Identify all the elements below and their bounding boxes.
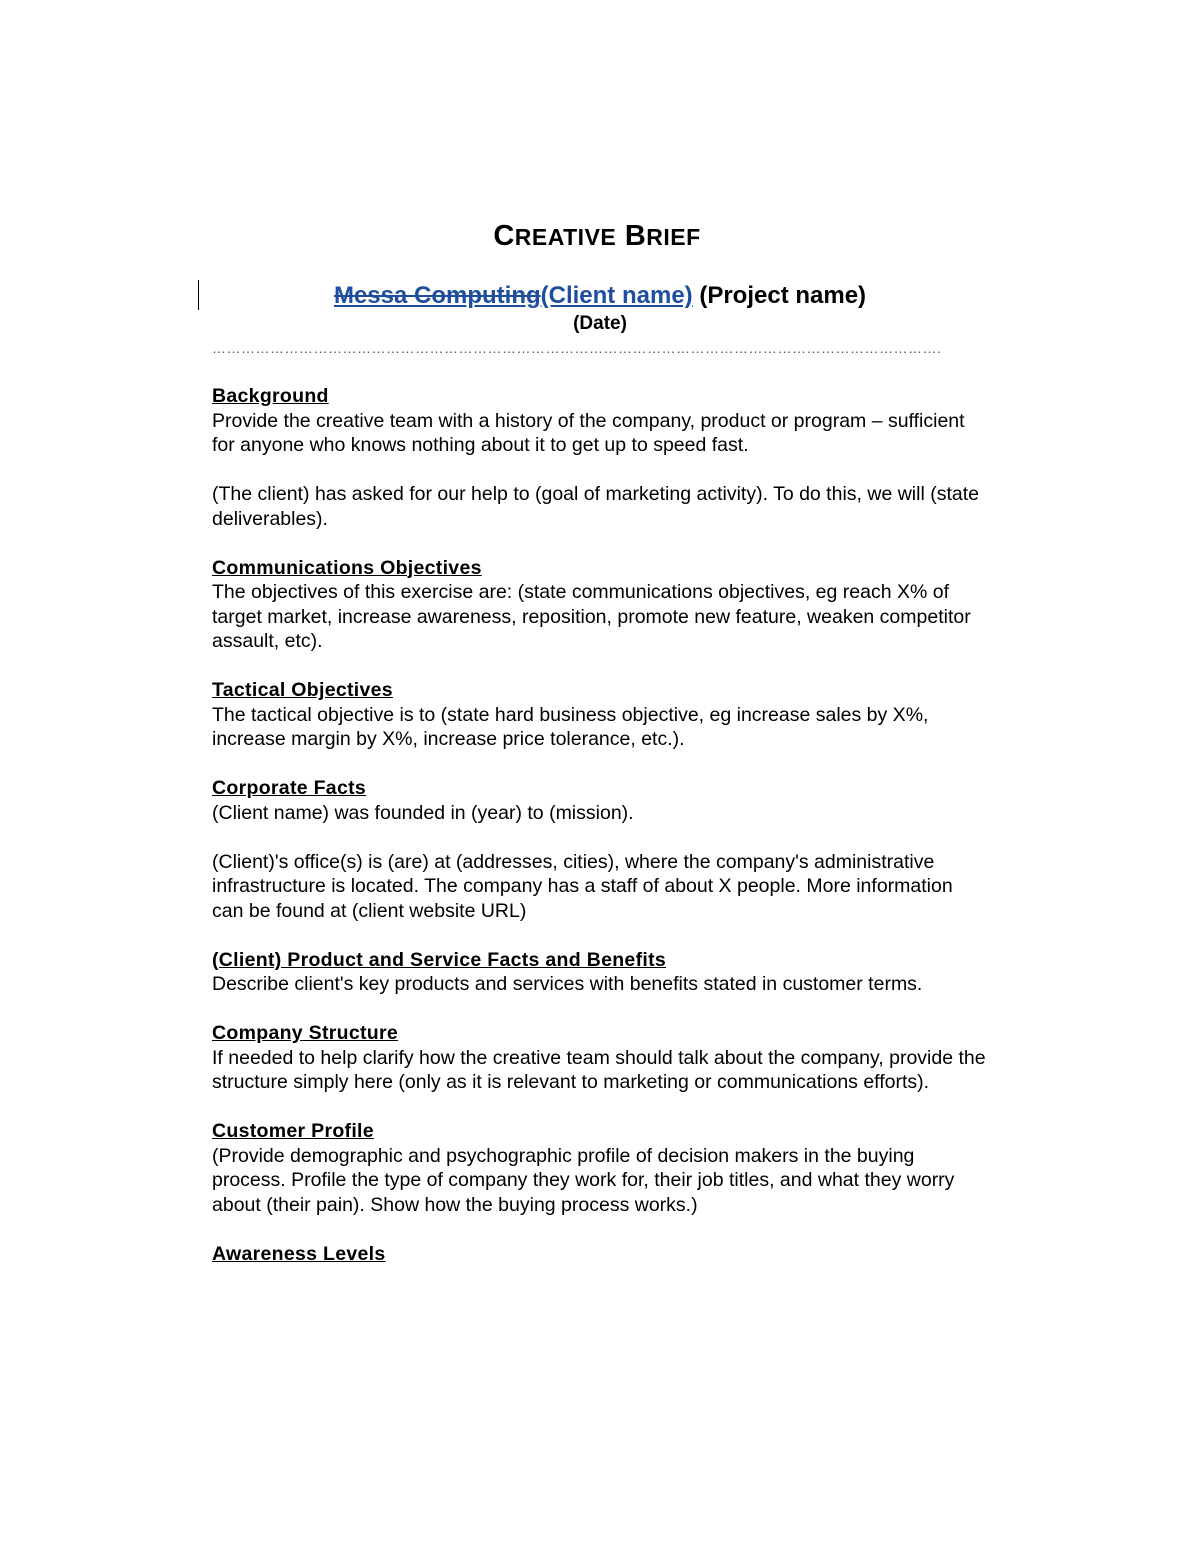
section-paragraph: Describe client's key products and services with benefits stated in customer terms.	[212, 973, 923, 995]
section-heading: Corporate Facts	[212, 777, 367, 799]
section-paragraph: (Client name) was founded in (year) to (mission).	[212, 801, 634, 824]
section-corporate-facts	[212, 776, 988, 923]
section-heading: Background	[212, 385, 329, 407]
section-customer-profile	[212, 1119, 988, 1217]
section-client-product-and-service-facts-and-benefits	[212, 948, 988, 997]
title-rest-1: REATIVE	[514, 224, 617, 250]
section-paragraph: (The client) has asked for our help to (goal of marketing activity). To do this, we will (state deliverables).	[212, 483, 979, 530]
section-paragraph: If needed to help clarify how the creative team should talk about the company, provide the structure simply here (only as it is relevant to marketing or communications efforts).	[212, 1046, 986, 1093]
section-communications-objectives	[212, 556, 988, 654]
dotted-separator: …………………………………………………………………………………………………………………………………….	[212, 340, 942, 356]
section-tactical-objectives	[212, 678, 988, 752]
inserted-client-name: (Client name)	[540, 282, 693, 309]
section-paragraph: The objectives of this exercise are: (state communications objectives, eg reach X% of target market, increase awareness, reposition, promote new feature, weaken competitor assault, etc).	[212, 581, 971, 652]
sections-container	[212, 384, 988, 1291]
section-background	[212, 384, 988, 531]
section-heading: Company Structure	[212, 1022, 399, 1044]
section-heading: Communications Objectives	[212, 556, 482, 579]
section-heading: (Client) Product and Service Facts and Benefits	[212, 948, 667, 971]
title-rest-2: RIEF	[646, 224, 701, 250]
section-heading: Customer Profile	[212, 1120, 374, 1142]
section-heading: Awareness Levels	[212, 1242, 386, 1265]
section-paragraph: Provide the creative team with a history of the company, product or program – sufficient for anyone who knows nothing about it to get up to speed fast.	[212, 409, 965, 456]
subtitle	[0, 280, 1200, 312]
section-heading: Tactical Objectives	[212, 679, 393, 701]
section-paragraph: The tactical objective is to (state hard business objective, eg increase sales by X%, increase margin by X%, increase price tolerance, etc.).	[212, 703, 929, 750]
section-paragraph: (Client)'s office(s) is (are) at (addresses, cities), where the company's administrative infrastructure is located. The company has a staff of about X people. More information can be found at (client website URL)	[212, 850, 953, 922]
title-initial-1: C	[493, 220, 515, 252]
section-awareness-levels	[212, 1242, 988, 1267]
title-initial-2: B	[624, 220, 647, 252]
section-company-structure	[212, 1021, 988, 1095]
section-paragraph: (Provide demographic and psychographic profile of decision makers in the buying process. Profile the type of company they work for, their job titles, and what they worry about (their pain). Show how the buying process works.)	[212, 1144, 955, 1216]
deleted-client-name: Messa Computing	[333, 282, 541, 309]
page-title	[0, 216, 1194, 257]
date-line: (Date)	[573, 313, 627, 334]
project-name: (Project name)	[692, 282, 867, 309]
